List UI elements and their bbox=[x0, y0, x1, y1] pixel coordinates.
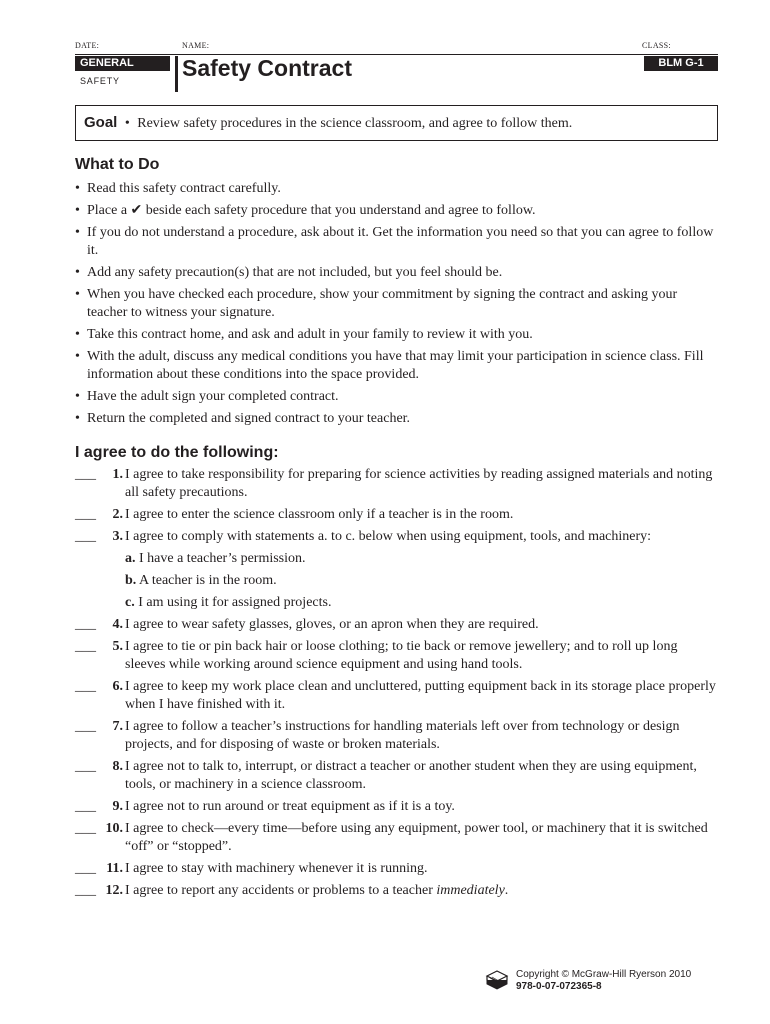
checkbox-blank[interactable]: ___ bbox=[75, 821, 96, 836]
instruction-item: • Have the adult sign your completed contract. bbox=[75, 389, 339, 404]
what-to-do-heading: What to Do bbox=[75, 156, 160, 173]
copyright-text: Copyright © McGraw-Hill Ryerson 2010 bbox=[516, 969, 692, 980]
checkbox-blank[interactable]: ___ bbox=[75, 617, 96, 632]
checkbox-blank[interactable]: ___ bbox=[75, 639, 96, 654]
title-divider bbox=[175, 56, 178, 92]
checkbox-blank[interactable]: ___ bbox=[75, 799, 96, 814]
sub-item: b. A teacher is in the room. bbox=[125, 573, 277, 588]
goal-box bbox=[75, 105, 718, 141]
class-label: CLASS: bbox=[642, 41, 671, 50]
agreement-item: ___ 7. I agree to follow a teacher’s instructions for handling materials left over from technology or design projects, and for disposing of waste or broken materials. bbox=[75, 719, 680, 752]
agreement-list bbox=[75, 466, 718, 904]
instruction-item: • Return the completed and signed contract to your teacher. bbox=[75, 411, 411, 426]
checkbox-blank[interactable]: ___ bbox=[75, 759, 96, 774]
checkbox-blank[interactable]: ___ bbox=[75, 529, 96, 544]
instruction-item: • Read this safety contract carefully. bbox=[75, 181, 281, 196]
header-rule bbox=[75, 54, 718, 55]
instruction-item: • Take this contract home, and ask and adult in your family to review it with you. bbox=[75, 327, 533, 342]
emphasis-text: immediately bbox=[436, 883, 505, 898]
agreement-item: ___ 5. I agree to tie or pin back hair or loose clothing; to tie back or remove jewellery; and to roll up long sleeves while working around science equipment and using hand tools. bbox=[75, 639, 678, 672]
books-icon bbox=[484, 968, 510, 992]
instruction-item: • When you have checked each procedure, show your commitment by signing the contract and asking your teacher to witness your signature. bbox=[75, 287, 678, 320]
agreement-item: ___ 11. I agree to stay with machinery whenever it is running. bbox=[75, 861, 428, 876]
checkbox-blank[interactable]: ___ bbox=[75, 507, 96, 522]
date-label: DATE: bbox=[75, 41, 100, 50]
agreement-item: ___ 12. I agree to report any accidents or problems to a teacher immediately. bbox=[75, 883, 509, 898]
goal-separator: • bbox=[124, 116, 130, 131]
instruction-item: • If you do not understand a procedure, ask about it. Get the information you need so that you can agree to follow it. bbox=[75, 225, 714, 258]
checkbox-blank[interactable]: ___ bbox=[75, 679, 96, 694]
goal-label: Goal bbox=[84, 114, 118, 131]
subcategory-label: SAFETY bbox=[80, 76, 120, 86]
checkbox-blank[interactable]: ___ bbox=[75, 883, 96, 898]
agreement-item: ___ 10. I agree to check—every time—before using any equipment, power tool, or machinery that it is switched “off” or “stopped”. bbox=[75, 821, 708, 854]
copyright-block bbox=[516, 969, 691, 993]
agreement-item: ___ 3. I agree to comply with statements a. to c. below when using equipment, tools, and machinery: bbox=[75, 529, 652, 544]
instruction-list bbox=[75, 180, 715, 432]
agreement-item: ___ 2. I agree to enter the science classroom only if a teacher is in the room. bbox=[75, 507, 514, 522]
agreement-item: ___ 6. I agree to keep my work place clean and uncluttered, putting equipment back in its storage place properly when I have finished with it. bbox=[75, 679, 716, 712]
checkbox-blank[interactable]: ___ bbox=[75, 719, 96, 734]
instruction-item: • With the adult, discuss any medical conditions you have that may limit your participation in science class. Fill information about these conditions into the space provided. bbox=[75, 349, 704, 382]
agreement-heading: I agree to do the following: bbox=[75, 444, 279, 461]
blm-code-badge: BLM G-1 bbox=[644, 56, 718, 71]
isbn-text: 978-0-07-072365-8 bbox=[516, 981, 602, 992]
name-label: NAME: bbox=[182, 41, 210, 50]
sub-item: c. I am using it for assigned projects. bbox=[125, 595, 332, 610]
sub-item: a. I have a teacher’s permission. bbox=[125, 551, 306, 566]
instruction-item: • Add any safety precaution(s) that are not included, but you feel should be. bbox=[75, 265, 503, 280]
checkbox-blank[interactable]: ___ bbox=[75, 467, 96, 482]
instruction-item: • Place a ✔ beside each safety procedure that you understand and agree to follow. bbox=[75, 203, 536, 218]
checkbox-blank[interactable]: ___ bbox=[75, 861, 96, 876]
category-tag: GENERAL bbox=[75, 56, 170, 71]
goal-text: Review safety procedures in the science classroom, and agree to follow them. bbox=[137, 116, 573, 131]
agreement-item: ___ 9. I agree not to run around or treat equipment as if it is a toy. bbox=[75, 799, 455, 814]
agreement-item: ___ 4. I agree to wear safety glasses, gloves, or an apron when they are required. bbox=[75, 617, 539, 632]
agreement-item: ___ 8. I agree not to talk to, interrupt, or distract a teacher or another student when they are using equipment, tools, or machinery in a science classroom. bbox=[75, 759, 697, 792]
page-title: Safety Contract bbox=[182, 55, 352, 81]
agreement-item: ___ 1. I agree to take responsibility for preparing for science activities by reading assigned materials and noting all safety precautions. bbox=[75, 467, 713, 500]
